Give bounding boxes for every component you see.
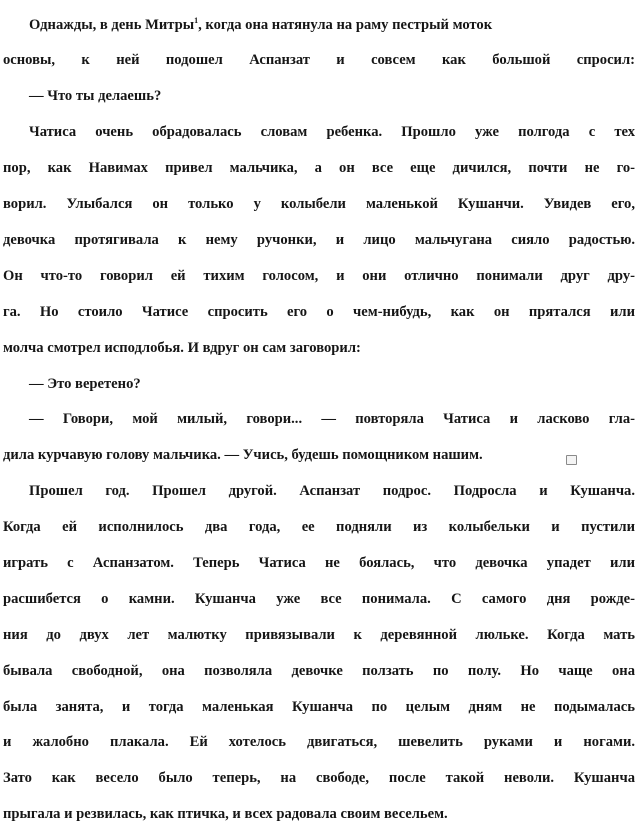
text-line-14: Прошел год. Прошел другой. Аспанзат подрос. Подросла и Кушанча. <box>29 483 635 500</box>
text-line-15: Когда ей исполнилось два года, ее подняли из колыбельки и пустили <box>3 519 635 536</box>
text-line-10: молча смотрел исподлобья. И вдруг он сам заговорил: <box>3 339 361 356</box>
text-line-8: Он что-то говорил ей тихим голосом, и они отлично понимали друг дру- <box>3 267 635 284</box>
text-line-21: и жалобно плакала. Ей хотелось двигаться, шевелить руками и ногами. <box>3 734 635 751</box>
text-line-18: ния до двух лет малютку привязывали к деревянной люльке. Когда мать <box>3 626 635 643</box>
text-line-20: была занята, и тогда маленькая Кушанча по целым дням не подымалась <box>3 698 635 715</box>
text-line-4: Чатиса очень обрадовалась словам ребенка. Прошло уже полгода с тех <box>29 124 635 141</box>
text-line-23: прыгала и резвилась, как птичка, и всех радовала своим весельем. <box>3 806 448 823</box>
footnote-marker: 1 <box>194 15 199 25</box>
text-line-6: ворил. Улыбался он только у колыбели маленькой Кушанчи. Увидев его, <box>3 196 635 213</box>
text-line-19: бывала свободной, она позволяла девочке ползать по полу. Но чаще она <box>3 662 635 679</box>
text-line-11: — Это веретено? <box>29 375 141 392</box>
page-corner-mark <box>566 455 577 465</box>
text-line-7: девочка протягивала к нему ручонки, и лицо мальчугана сияло радостью. <box>3 231 635 248</box>
text-line-3: — Что ты делаешь? <box>29 88 162 105</box>
text-line-13: дила курчавую голову мальчика. — Учись, будешь помощником нашим. <box>3 447 483 464</box>
text-line-1-end: , когда она натянула на раму пестрый моток <box>198 16 493 33</box>
text-block <box>3 0 635 840</box>
text-line-22: Зато как весело было теперь, на свободе, после такой неволи. Кушанча <box>3 770 635 787</box>
text-line-12: — Говори, мой милый, говори... — повторяла Чатиса и ласково гла- <box>29 411 635 428</box>
text-line-2: основы, к ней подошел Аспанзат и совсем как большой спросил: <box>3 52 635 69</box>
text-line-5: пор, как Навимах привел мальчика, а он все еще дичился, почти не го- <box>3 160 635 177</box>
text-line-1 <box>3 15 635 36</box>
text-line-9: га. Но стоило Чатисе спросить его о чем-нибудь, как он прятался или <box>3 303 635 320</box>
text-line-17: расшибется о камни. Кушанча уже все понимала. С самого дня рожде- <box>3 590 635 607</box>
text-line-16: играть с Аспанзатом. Теперь Чатиса не боялась, что девочка упадет или <box>3 554 635 571</box>
text-line-1-start: Однажды, в день Митры <box>29 16 195 33</box>
